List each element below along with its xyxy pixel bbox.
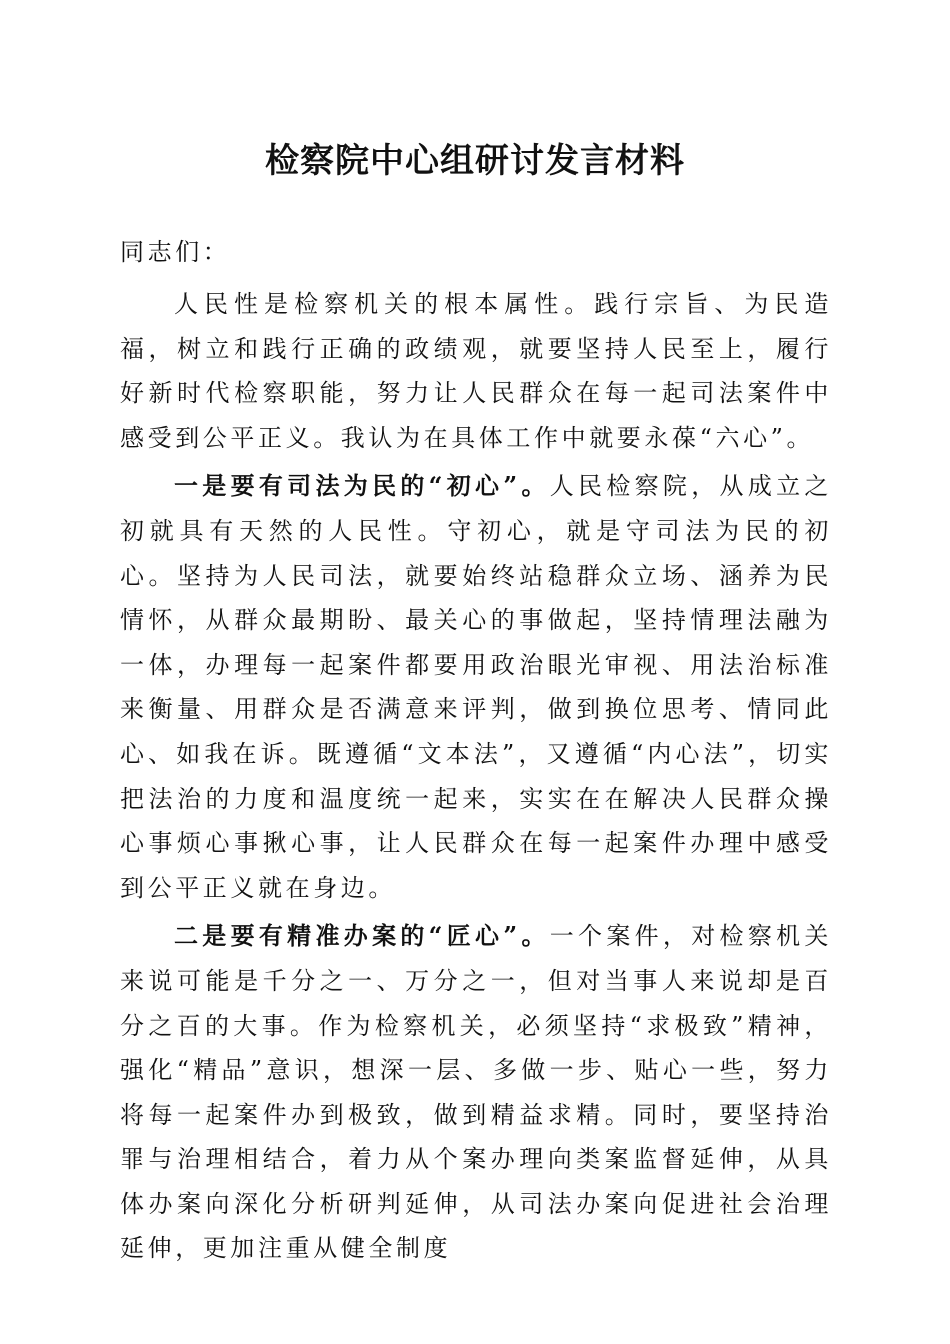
paragraph-text: 人民检察院，从成立之初就具有天然的人民性。守初心，就是守司法为民的初心。坚持为人民司法，就要始终站稳群众立场、涵养为民情怀，从群众最期盼、最关心的事做起，坚持情理法融为一体，办理每一起案件都要用政治眼光审视、用法治标准来衡量、用群众是否满意来评判，做到换位思考、情同此心、如我在诉。既遵循“文本法”，又遵循“内心法”，切实把法治的力度和温度统一起来，实实在在解决人民群众操心事烦心事揪心事，让人民群众在每一起案件办理中感受到公平正义就在身边。 [120, 472, 833, 902]
paragraph-lead: 一是要有司法为民的“初心”。 [174, 471, 550, 501]
salutation: 同志们： [120, 238, 231, 266]
paragraph-intro [120, 282, 832, 460]
page-title: 检察院中心组研讨发言材料 [265, 141, 685, 181]
paragraph-craftsmanship [120, 914, 832, 1271]
paragraph-lead: 二是要有精准办案的“匠心”。 [174, 921, 550, 951]
paragraph-text: 一个案件，对检察机关来说可能是千分之一、万分之一，但对当事人来说却是百分之百的大事。作为检察机关，必须坚持“求极致”精神，强化“精品”意识，想深一层、多做一步、贴心一些，努力将每一起案件办到极致，做到精益求精。同时，要坚持治罪与治理相结合，着力从个案办理向类案监督延伸，从具体办案向深化分析研判延伸，从司法办案向促进社会治理延伸，更加注重从健全制度 [120, 922, 833, 1263]
paragraph-text: 人民性是检察机关的根本属性。践行宗旨、为民造福，树立和践行正确的政绩观，就要坚持人民至上，履行好新时代检察职能，努力让人民群众在每一起司法案件中感受到公平正义。我认为在具体工作中就要永葆“六心”。 [120, 290, 832, 452]
paragraph-original-intention [120, 464, 832, 910]
document-body [120, 232, 832, 1271]
